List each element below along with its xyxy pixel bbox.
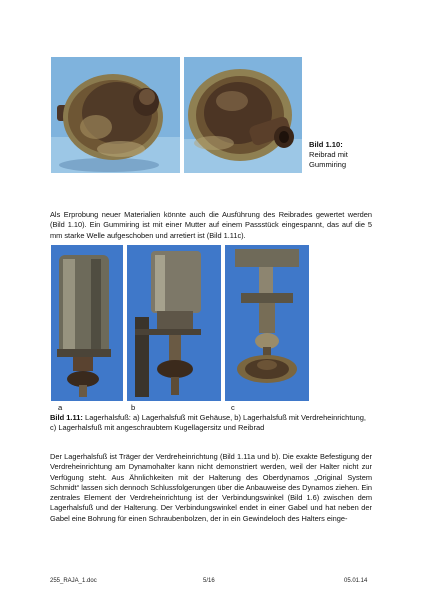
paragraph-1: Als Erprobung neuer Materialien könnte auch die Ausführung des Reibrades gewertet werden (Bild 1.10). Ein Gummiring ist mit einer Mutter auf einem Passstück eingespannt, das auf die 5 mm starke Welle aufgeschoben und arretiert ist (Bild 1.11c). bbox=[50, 210, 372, 240]
figure-1-10-caption bbox=[309, 140, 369, 171]
photo-bearing-foot-housing bbox=[51, 245, 123, 401]
footer-filename: 255_RAJA_1.doc bbox=[50, 578, 97, 584]
footer-date: 05.01.14 bbox=[344, 578, 368, 584]
photo-friction-wheel-front bbox=[184, 57, 302, 173]
figure-1-11-caption bbox=[50, 413, 372, 434]
photo-bearing-foot-rotation bbox=[127, 245, 221, 401]
figure-1-10-caption-text: Reibrad mit Gummiring bbox=[309, 150, 348, 170]
figure-1-11-label-a: a bbox=[58, 403, 63, 412]
paragraph-2: Der Lagerhalsfuß ist Träger der Verdreheinrichtung (Bild 1.11a und b). Die exakte Befestigung der Verdreheinrichtung am Dynamohalter kann nicht demonstriert werden, weil der Halter nicht zur Verfügung steht. Aus Ähnlichkeiten mit der Halterung des Oberdynamos „Original System Schmidt“ lassen sich dennoch Schlussfolgerungen über die Anbauweise des Dynamos ziehen. Ein zentrales Element der Verdreheinrichtung ist der Verbindungswinkel (Bild 1.6) zwischen dem Lagerhalsfuß und der Halterung. Der Verbindungswinkel endet in einer Gabel und hat neben der Gabel eine Bohrung für einen Schraubenbolzen, der in ein Gewindeloch des Halters einge- bbox=[50, 452, 372, 523]
photo-bearing-foot-friction-wheel bbox=[225, 245, 309, 401]
figure-1-10-caption-label: Bild 1.10: bbox=[309, 140, 343, 149]
photo-friction-wheel-side bbox=[51, 57, 180, 173]
figure-1-11-label-c: c bbox=[231, 403, 235, 412]
figure-1-11-caption-text: Lagerhalsfuß: a) Lagerhalsfuß mit Gehäuse, b) Lagerhalsfuß mit Verdreheinrichtung, c) Lagerhalsfuß mit angeschraubtem Kugellagersitz und Reibrad bbox=[50, 413, 367, 433]
figure-1-11-label-b: b bbox=[131, 403, 136, 412]
figure-1-11-caption-label: Bild 1.11: bbox=[50, 413, 83, 422]
footer-page-number: 5/16 bbox=[203, 578, 215, 584]
